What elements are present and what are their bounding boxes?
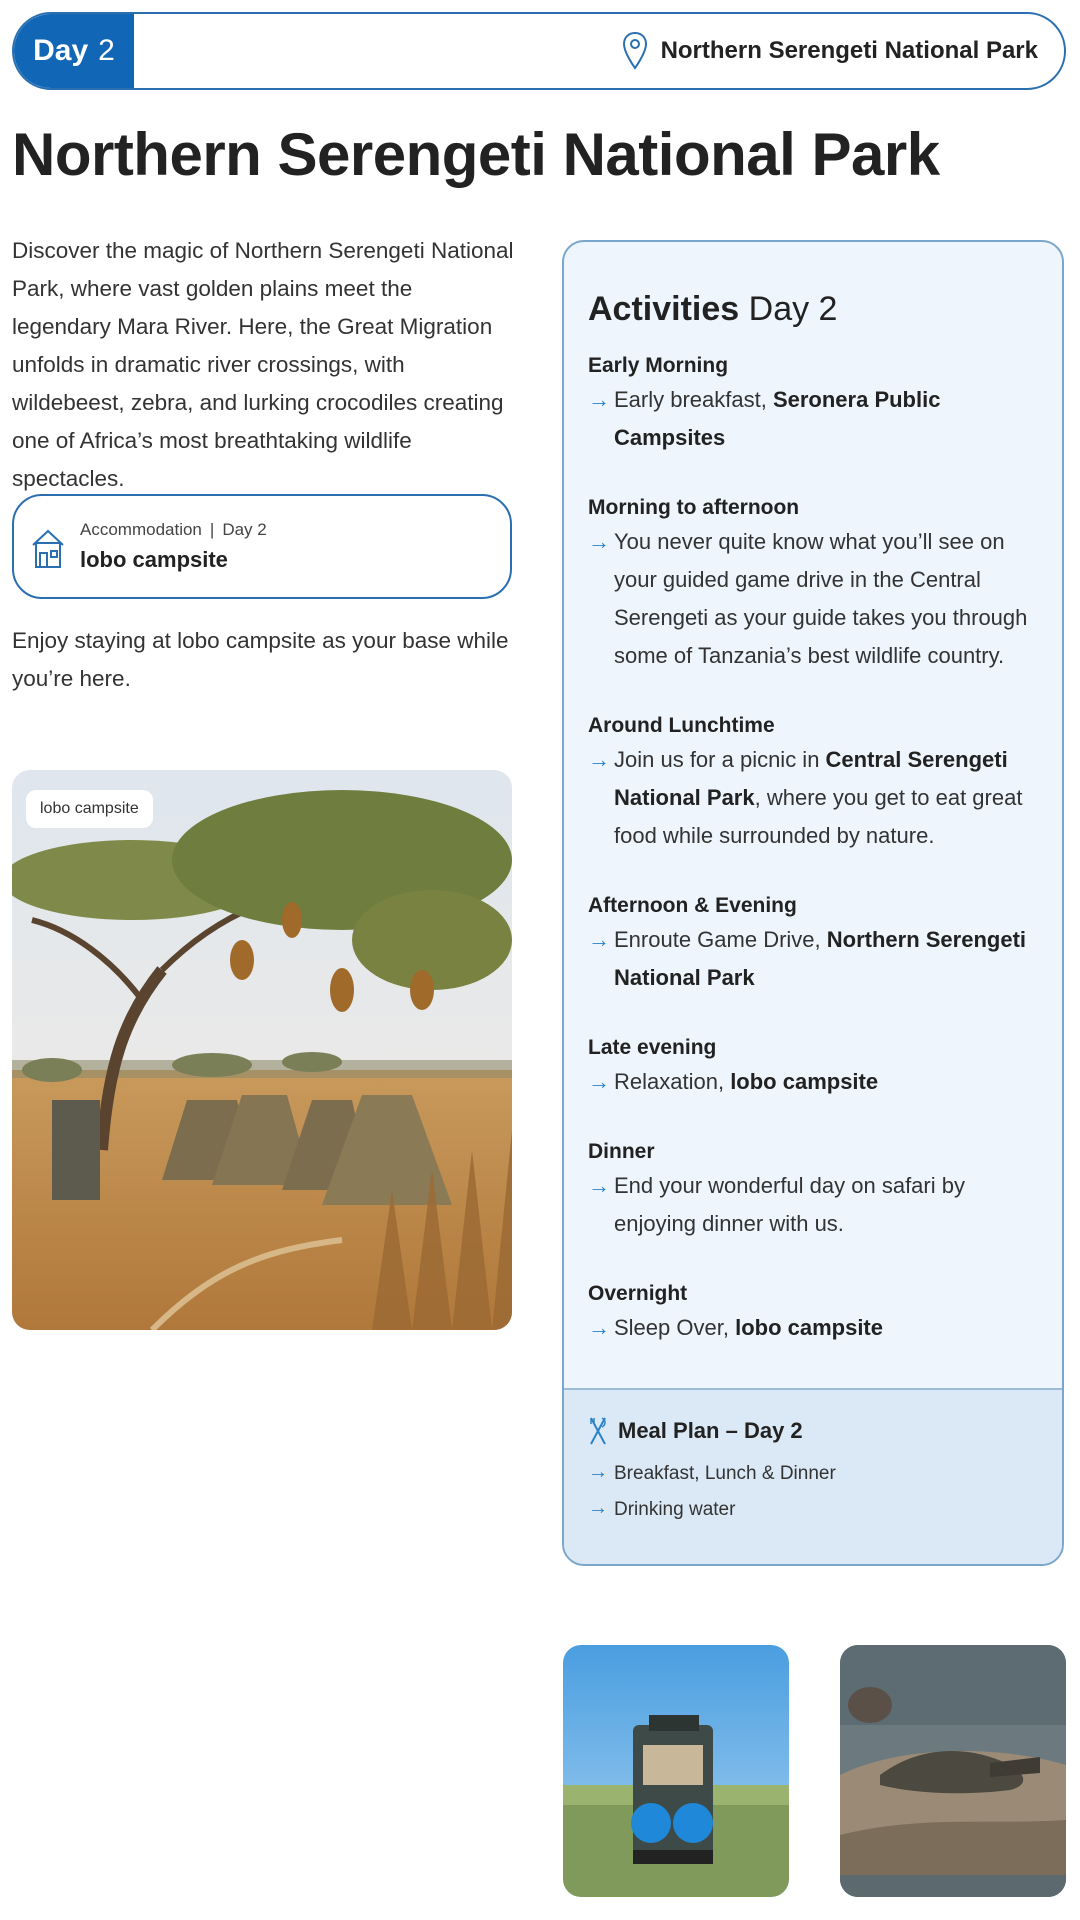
arrow-right-icon: → [588, 747, 610, 772]
activity-text-after: , where you get to eat great food while surrounded by nature. [614, 785, 1023, 848]
meal-plan-item [588, 1492, 1038, 1528]
photo-tag: lobo campsite [26, 790, 153, 828]
arrow-right-icon: → [588, 1069, 610, 1094]
enjoy-text: Enjoy staying at lobo campsite as your base while you’re here. [12, 628, 509, 691]
activity-description [588, 523, 1038, 675]
accommodation-name: lobo campsite [80, 546, 228, 572]
safari-vehicle-illustration [563, 1645, 789, 1897]
activities-heading-label: Activities [588, 290, 740, 328]
activity-place: Northern Serengeti National Park [614, 927, 1027, 990]
meal-plan [564, 1388, 1062, 1564]
intro-paragraph: Discover the magic of Northern Serengeti National Park, where vast golden plains meet the legendary Mara River. Here, the Great Migration unfolds in dramatic river crossings, with wildebeest, zebra, and lurking crocodiles creating one of Africa’s most breathtaking wildlife spectacles. [12, 238, 514, 491]
fork-knife-icon [588, 1416, 608, 1446]
activity-text: End your wonderful day on safari by enjoying dinner with us. [614, 1173, 965, 1236]
activity-item [588, 891, 1038, 997]
accommodation-day: Day 2 [222, 519, 267, 539]
activity-description [588, 1063, 1038, 1101]
activity-text: Early breakfast, [614, 387, 773, 412]
activity-label: Morning to afternoon [588, 496, 800, 519]
activity-text: Relaxation, [614, 1069, 731, 1094]
activity-item [588, 351, 1038, 457]
arrow-right-icon: → [588, 927, 610, 952]
activity-label: Early Morning [588, 354, 729, 377]
header-location[interactable] [621, 31, 1064, 71]
activities-heading [588, 290, 1038, 329]
arrow-right-icon: → [588, 1497, 608, 1519]
meal-plan-item [588, 1456, 1038, 1492]
safari-vehicle-photo[interactable] [563, 1645, 789, 1897]
house-icon [30, 523, 66, 571]
meal-plan-item-text: Drinking water [614, 1499, 736, 1520]
activity-label: Around Lunchtime [588, 714, 775, 737]
activity-description [588, 741, 1038, 855]
activity-item [588, 1137, 1038, 1243]
activity-place: lobo campsite [735, 1315, 883, 1340]
activity-text: Sleep Over, [614, 1315, 736, 1340]
activity-label: Late evening [588, 1036, 717, 1059]
activity-item [588, 493, 1038, 675]
crocodile-photo[interactable] [840, 1645, 1066, 1897]
meal-plan-title: Meal Plan – Day 2 [618, 1418, 803, 1443]
arrow-right-icon: → [588, 1173, 610, 1198]
activity-text: Join us for a picnic in [614, 747, 826, 772]
activity-description [588, 1167, 1038, 1243]
campsite-illustration [12, 770, 512, 1330]
activity-text: Enroute Game Drive, [614, 927, 827, 952]
activity-label: Overnight [588, 1282, 688, 1305]
arrow-right-icon: → [588, 387, 610, 412]
activity-item [588, 711, 1038, 855]
accommodation-separator: | [209, 519, 215, 539]
activity-place: lobo campsite [730, 1069, 879, 1094]
activity-place: Central Serengeti National Park [614, 747, 1008, 810]
meal-plan-item-text: Breakfast, Lunch & Dinner [614, 1463, 836, 1484]
activity-description [588, 921, 1038, 997]
activities-heading-day: Day 2 [748, 290, 838, 328]
page-title: Northern Serengeti National Park [12, 121, 940, 188]
accommodation-meta [80, 517, 267, 543]
campsite-photo[interactable] [12, 770, 512, 1330]
activity-text: You never quite know what you’ll see on your guided game drive in the Central Serengeti as your guide takes you through some of Tanzania’s best wildlife country. [614, 529, 1028, 668]
arrow-right-icon: → [588, 1315, 610, 1340]
activity-description [588, 1309, 1038, 1347]
day-number: 2 [98, 34, 115, 67]
accommodation-category: Accommodation [80, 519, 202, 539]
day-header-bar [12, 12, 1066, 90]
activity-place: Seronera Public Campsites [614, 387, 941, 450]
activity-label: Dinner [588, 1140, 655, 1163]
header-location-text: Northern Serengeti National Park [660, 37, 1038, 64]
arrow-right-icon: → [588, 529, 610, 554]
accommodation-card[interactable] [12, 494, 512, 599]
day-badge[interactable] [14, 14, 134, 88]
map-pin-icon [621, 31, 649, 71]
activity-label: Afternoon & Evening [588, 894, 797, 917]
activity-item [588, 1033, 1038, 1101]
activity-description [588, 381, 1038, 457]
activities-panel [562, 240, 1064, 1566]
day-label: Day [33, 34, 89, 67]
meal-plan-header [588, 1416, 1038, 1446]
activity-item [588, 1279, 1038, 1347]
crocodile-illustration [840, 1645, 1066, 1897]
arrow-right-icon: → [588, 1461, 608, 1483]
